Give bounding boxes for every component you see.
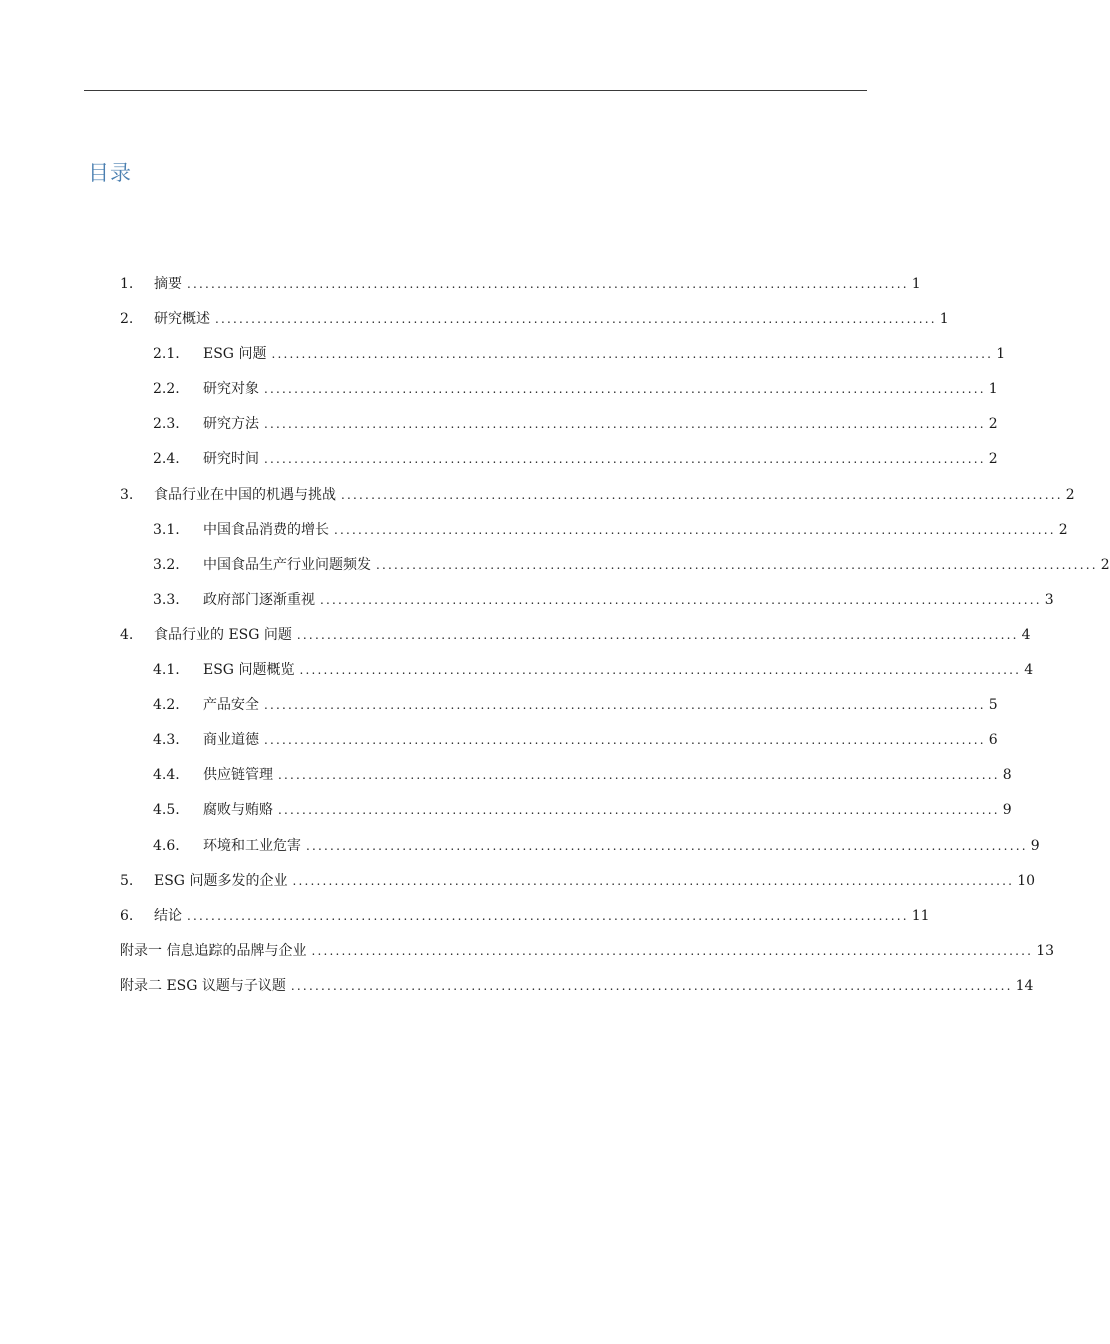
toc-entry-label: 摘要 (154, 276, 182, 292)
toc-entry-page: 13 (1036, 942, 1055, 959)
toc-entry-label: 结论 (154, 907, 182, 924)
toc-leader-dots: ........................................................................................................................ (215, 312, 937, 327)
toc-leader-dots: ........................................................................................................................ (334, 522, 1056, 537)
toc-entry[interactable] (120, 410, 998, 445)
toc-entry-page: 10 (1017, 872, 1036, 889)
toc-leader-dots: ........................................................................................................................ (278, 768, 1000, 783)
toc-entry-number: 2. (120, 311, 134, 328)
toc-entry-page: 1 (911, 276, 921, 292)
toc-entry-number: 5. (120, 872, 134, 889)
toc-leader-dots: ........................................................................................................................ (306, 838, 1028, 853)
toc-entry[interactable] (120, 516, 1068, 551)
toc-entry-label: 食品行业在中国的机遇与挑战 (154, 486, 336, 503)
toc-leader-dots: ........................................................................................................................ (187, 277, 909, 291)
toc-leader-dots: ........................................................................................................................ (271, 347, 994, 362)
toc-entry-label: 腐败与贿赂 (203, 802, 273, 819)
toc-entry-label: 研究时间 (203, 451, 259, 468)
toc-entry-label: ESG 问题多发的企业 (154, 872, 288, 889)
toc-entry-label: ESG 问题概览 (203, 662, 295, 679)
toc-entry-page: 2 (1100, 556, 1110, 573)
toc-entry[interactable] (120, 375, 998, 410)
toc-entry[interactable] (120, 832, 1040, 867)
toc-entry-label: 中国食品生产行业问题频发 (203, 556, 371, 573)
toc-entry-number: 2.1. (153, 346, 180, 363)
toc-entry[interactable] (120, 621, 1031, 656)
toc-entry-number: 4. (120, 626, 134, 643)
toc-entry-number: 4.4. (153, 767, 180, 784)
toc-entry-number: 1. (120, 276, 134, 292)
toc-entry-page: 11 (911, 907, 930, 924)
toc-entry[interactable] (120, 761, 1012, 796)
toc-entry[interactable] (120, 445, 998, 480)
toc-entry-label: 供应链管理 (203, 767, 273, 784)
toc-leader-dots: ........................................................................................................................ (264, 452, 986, 467)
toc-entry[interactable] (120, 972, 1034, 1007)
toc-leader-dots: ........................................................................................................................ (341, 487, 1063, 502)
toc-entry[interactable] (120, 902, 930, 937)
toc-entry-number: 4.5. (153, 802, 180, 819)
toc-entry-number: 2.2. (153, 381, 180, 398)
toc-entry-number: 2.4. (153, 451, 180, 468)
toc-entry[interactable] (120, 551, 1110, 586)
toc-entry-number: 3.1. (153, 521, 180, 538)
toc-entry-number: 2.3. (153, 416, 180, 433)
toc-entry-number: 4.1. (153, 662, 180, 679)
toc-entry-page: 1 (988, 381, 998, 398)
toc-entry-number: 4.6. (153, 837, 180, 854)
toc-entry-page: 2 (988, 451, 998, 468)
toc-entry-label: 政府部门逐渐重视 (203, 591, 315, 608)
toc-entry[interactable] (120, 691, 998, 726)
toc-leader-dots: ........................................................................................................................ (264, 733, 986, 748)
toc-entry[interactable] (120, 270, 921, 305)
toc-entry-number: 3. (120, 486, 134, 503)
toc-leader-dots: ........................................................................................................................ (299, 663, 1022, 678)
toc-leader-dots: ........................................................................................................................ (264, 698, 986, 713)
header-rule (84, 90, 867, 91)
toc-entry-label: 商业道德 (203, 732, 259, 749)
toc-entry-page: 9 (1030, 837, 1040, 854)
toc-leader-dots: ........................................................................................................................ (264, 417, 986, 432)
toc-entry-label: 附录一 信息追踪的品牌与企业 (120, 942, 307, 959)
toc-entry-label: 研究方法 (203, 416, 259, 433)
toc-entry[interactable] (120, 867, 1036, 902)
toc-entry-label: 研究对象 (203, 381, 259, 398)
toc-entry-number: 6. (120, 907, 134, 924)
toc-leader-dots: ........................................................................................................................ (264, 382, 986, 397)
toc-title: 目录 (88, 161, 132, 185)
toc-entry[interactable] (120, 340, 1006, 375)
toc-entry-number: 4.2. (153, 697, 180, 714)
toc-leader-dots: ........................................................................................................................ (290, 978, 1013, 993)
toc-entry[interactable] (120, 726, 998, 761)
toc-leader-dots: ........................................................................................................................ (311, 943, 1034, 958)
toc-entry-label: 附录二 ESG 议题与子议题 (120, 977, 286, 994)
toc-leader-dots: ........................................................................................................................ (320, 592, 1042, 607)
toc-entry-number: 3.2. (153, 556, 180, 573)
toc-entry-page: 4 (1021, 626, 1031, 643)
toc-entry-page: 2 (1065, 486, 1075, 503)
toc-entry[interactable] (120, 481, 1075, 516)
toc-entry-page: 2 (1058, 521, 1068, 538)
toc-entry-page: 4 (1024, 662, 1034, 679)
toc-entry-number: 4.3. (153, 732, 180, 749)
toc-leader-dots: ........................................................................................................................ (292, 873, 1015, 888)
toc-entry[interactable] (120, 656, 1034, 691)
toc-entry-label: 研究概述 (154, 311, 210, 328)
toc-leader-dots: ........................................................................................................................ (278, 803, 1000, 818)
toc-entry-label: 环境和工业危害 (203, 837, 301, 854)
toc-entry-page: 1 (996, 346, 1006, 363)
toc-entry[interactable] (120, 586, 1054, 621)
toc-entry-page: 5 (988, 697, 998, 714)
toc-leader-dots: ........................................................................................................................ (296, 627, 1019, 642)
toc-entry-page: 8 (1002, 767, 1012, 784)
toc-entry-page: 6 (988, 732, 998, 749)
toc-entry[interactable] (120, 796, 1012, 831)
toc-entry-label: 食品行业的 ESG 问题 (154, 626, 292, 643)
toc-entry-page: 2 (988, 416, 998, 433)
toc-leader-dots: ........................................................................................................................ (187, 908, 909, 923)
toc-entry-label: 中国食品消费的增长 (203, 521, 329, 538)
toc-entry-number: 3.3. (153, 591, 180, 608)
toc-entry-page: 3 (1044, 591, 1054, 608)
toc-entry[interactable] (120, 305, 949, 340)
toc-entry-page: 9 (1002, 802, 1012, 819)
toc-entry-page: 14 (1015, 977, 1034, 994)
toc-leader-dots: ........................................................................................................................ (376, 557, 1098, 572)
toc-entry[interactable] (120, 937, 1055, 972)
toc-entry-label: 产品安全 (203, 697, 259, 714)
toc-entry-page: 1 (939, 311, 949, 328)
toc-entry-label: ESG 问题 (203, 346, 267, 363)
toc-list (120, 270, 1110, 1007)
